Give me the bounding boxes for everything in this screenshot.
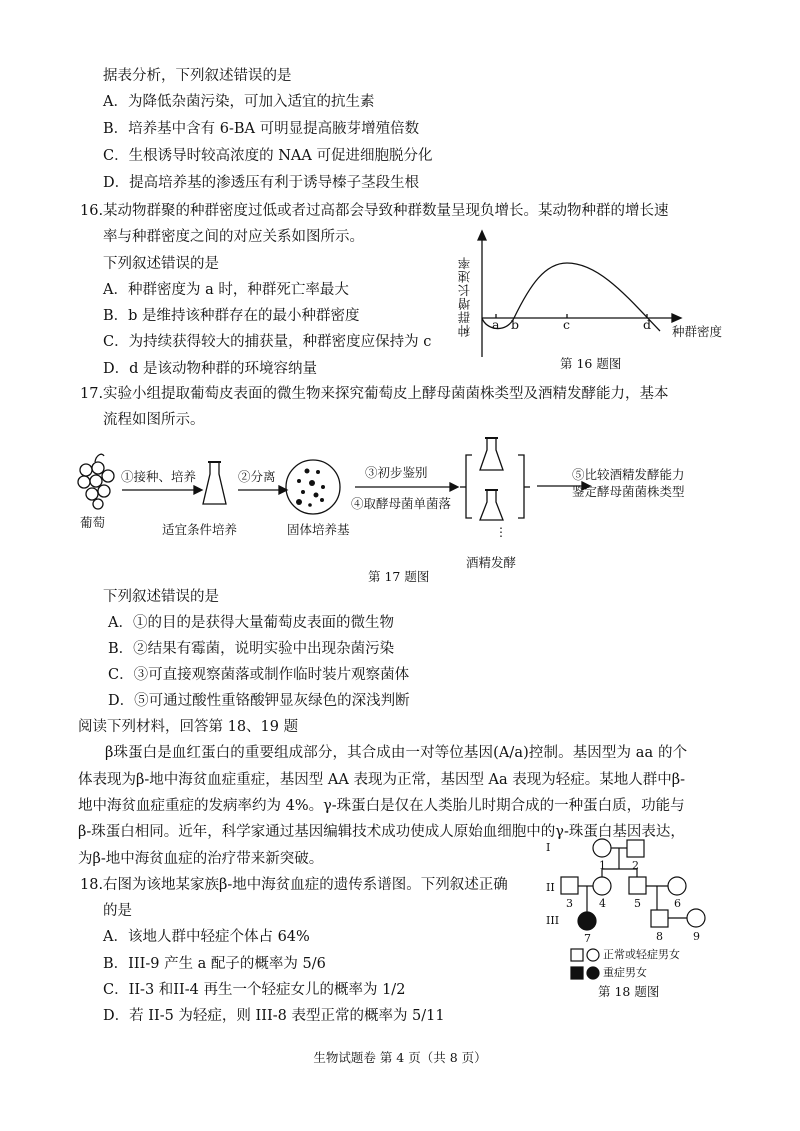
petri-dish-icon (286, 460, 340, 514)
legend-severe-female (587, 967, 599, 979)
individual-3 (561, 877, 578, 894)
label-6: 6 (674, 897, 681, 910)
q16-option-c: C．为持续获得较大的捕获量，种群密度应保持为 c (103, 334, 432, 350)
label-step5-1: ⑤比较酒精发酵能力 (572, 467, 685, 482)
q17-figure-caption: 第 17 题图 (368, 569, 430, 584)
individual-2 (627, 840, 644, 857)
legend-normal-female (587, 949, 599, 961)
q15-option-c: C．生根诱导时较高浓度的 NAA 可促进细胞脱分化 (103, 148, 433, 164)
material-heading: 阅读下列材料，回答第 18、19 题 (78, 719, 299, 735)
q16-stem-2: 率与种群密度之间的对应关系如图所示。 (103, 229, 364, 245)
label-1: 1 (599, 859, 606, 872)
q17-option-c: C．③可直接观察菌落或制作临时装片观察菌体 (108, 667, 410, 683)
individual-7 (578, 912, 596, 930)
legend-severe-label: 重症男女 (603, 966, 647, 979)
q15-option-a: A．为降低杂菌污染，可加入适宜的抗生素 (103, 94, 375, 110)
generation-III: III (546, 914, 560, 927)
page-footer: 生物试题卷 第 4 页（共 8 页） (313, 1050, 487, 1065)
q18-option-a: A．该地人群中轻症个体占 64% (103, 929, 310, 945)
label-plate: 固体培养基 (287, 522, 350, 537)
label-9: 9 (693, 930, 700, 943)
individual-4 (593, 877, 611, 895)
q15-stem: 据表分析，下列叙述错误的是 (103, 68, 292, 84)
q16-option-b: B．b 是维持该种群存在的最小种群密度 (103, 308, 360, 324)
flask-icon (480, 438, 503, 470)
generation-I: I (546, 841, 551, 854)
q16-point-a: a (492, 317, 500, 332)
material-line-1: β珠蛋白是血红蛋白的重要组成部分，其合成由一对等位基因(A/a)控制。基因型为 aa 的个 (105, 745, 688, 761)
right-bracket (518, 455, 524, 518)
q18-number: 18. (80, 877, 104, 893)
flask-icon (480, 490, 503, 520)
q17-stem-2: 流程如图所示。 (103, 412, 205, 428)
label-step4: ④取酵母菌单菌落 (351, 496, 452, 511)
q18-figure-caption: 第 18 题图 (598, 984, 660, 999)
flask-icon (203, 462, 226, 504)
q16-point-d: d (643, 317, 652, 332)
material-line-4: β-珠蛋白相同。近年，科学家通过基因编辑技术成功使成人原始血细胞中的γ-珠蛋白基因表达， (78, 824, 685, 840)
q18-option-c: C．II-3 和II-4 再生一个轻症女儿的概率为 1/2 (103, 982, 406, 998)
label-flask-culture: 适宜条件培养 (162, 522, 238, 537)
label-grape: 葡萄 (80, 515, 106, 530)
label-step3: ③初步鉴别 (365, 465, 428, 480)
left-bracket (466, 455, 472, 518)
q18-option-b: B．III-9 产生 a 配子的概率为 5/6 (103, 956, 326, 972)
label-8: 8 (656, 930, 663, 943)
q15-option-d: D．提高培养基的渗透压有利于诱导榛子茎段生根 (103, 175, 420, 191)
individual-8 (651, 910, 668, 927)
label-step5-2: 鉴定酵母菌菌株类型 (572, 484, 685, 499)
q16-point-c: c (563, 317, 571, 332)
q17-option-a: A．①的目的是获得大量葡萄皮表面的微生物 (108, 615, 394, 631)
generation-II: II (546, 881, 555, 894)
q16-number: 16. (80, 203, 104, 219)
q17-option-b: B．②结果有霉菌，说明实验中出现杂菌污染 (108, 641, 395, 657)
q17-stem-1: 实验小组提取葡萄皮表面的微生物来探究葡萄皮上酵母菌菌株类型及酒精发酵能力，基本 (103, 386, 669, 402)
q18-option-d: D．若 II-5 为轻症，则 III-8 表型正常的概率为 5/11 (103, 1008, 445, 1024)
label-7: 7 (584, 932, 591, 945)
label-5: 5 (634, 897, 641, 910)
q16-stem-1: 某动物群聚的种群密度过低或者过高都会导致种群数量呈现负增长。某动物种群的增长速 (103, 203, 669, 219)
q15-option-b: B．培养基中含有 6-BA 可明显提高腋芽增殖倍数 (103, 121, 420, 137)
q16-figure-caption: 第 16 题图 (560, 356, 622, 371)
individual-9 (687, 909, 705, 927)
legend-severe-male (571, 967, 583, 979)
q17-prompt: 下列叙述错误的是 (103, 589, 219, 605)
legend-normal-label: 正常或轻症男女 (603, 948, 680, 961)
q16-growth-curve-figure (478, 231, 681, 357)
individual-6 (668, 877, 686, 895)
material-line-2: 体表现为β-地中海贫血症重症，基因型 AA 表现为正常，基因型 Aa 表现为轻症。某地人群中β- (78, 772, 686, 788)
q18-stem-1: 右图为该地某家族β-地中海贫血症的遗传系谱图。下列叙述正确 (103, 877, 508, 893)
legend-normal-male (571, 949, 583, 961)
label-more-dots: ⋮ (495, 525, 507, 539)
label-3: 3 (566, 897, 573, 910)
y-axis-arrow (478, 231, 486, 240)
growth-rate-curve (482, 263, 660, 331)
q16-prompt: 下列叙述错误的是 (103, 256, 219, 272)
q16-y-axis-label: 种群增长速率 (457, 256, 472, 337)
label-step1: ①接种、培养 (121, 469, 197, 484)
label-2: 2 (632, 859, 639, 872)
q16-option-a: A．种群密度为 a 时，种群死亡率最大 (103, 282, 349, 298)
label-fermentation: 酒精发酵 (466, 555, 517, 570)
colony-dots (296, 469, 325, 507)
q16-x-axis-label: 种群密度 (672, 324, 723, 339)
label-step2: ②分离 (238, 469, 276, 484)
q17-number: 17. (80, 386, 104, 402)
grape-icon (78, 454, 114, 509)
q16-option-d: D．d 是该动物种群的环境容纳量 (103, 361, 318, 377)
individual-5 (629, 877, 646, 894)
material-line-3: 地中海贫血症重症的发病率约为 4%。γ-珠蛋白是仅在人类胎儿时期合成的一种蛋白质，功能与 (78, 798, 685, 814)
x-axis-arrow (672, 314, 681, 322)
q17-option-d: D．⑤可通过酸性重铬酸钾显灰绿色的深浅判断 (108, 693, 410, 709)
q16-point-b: b (511, 317, 520, 332)
material-line-5: 为β-地中海贫血症的治疗带来新突破。 (78, 851, 324, 867)
q18-stem-2: 的是 (103, 903, 132, 919)
label-4: 4 (599, 897, 606, 910)
